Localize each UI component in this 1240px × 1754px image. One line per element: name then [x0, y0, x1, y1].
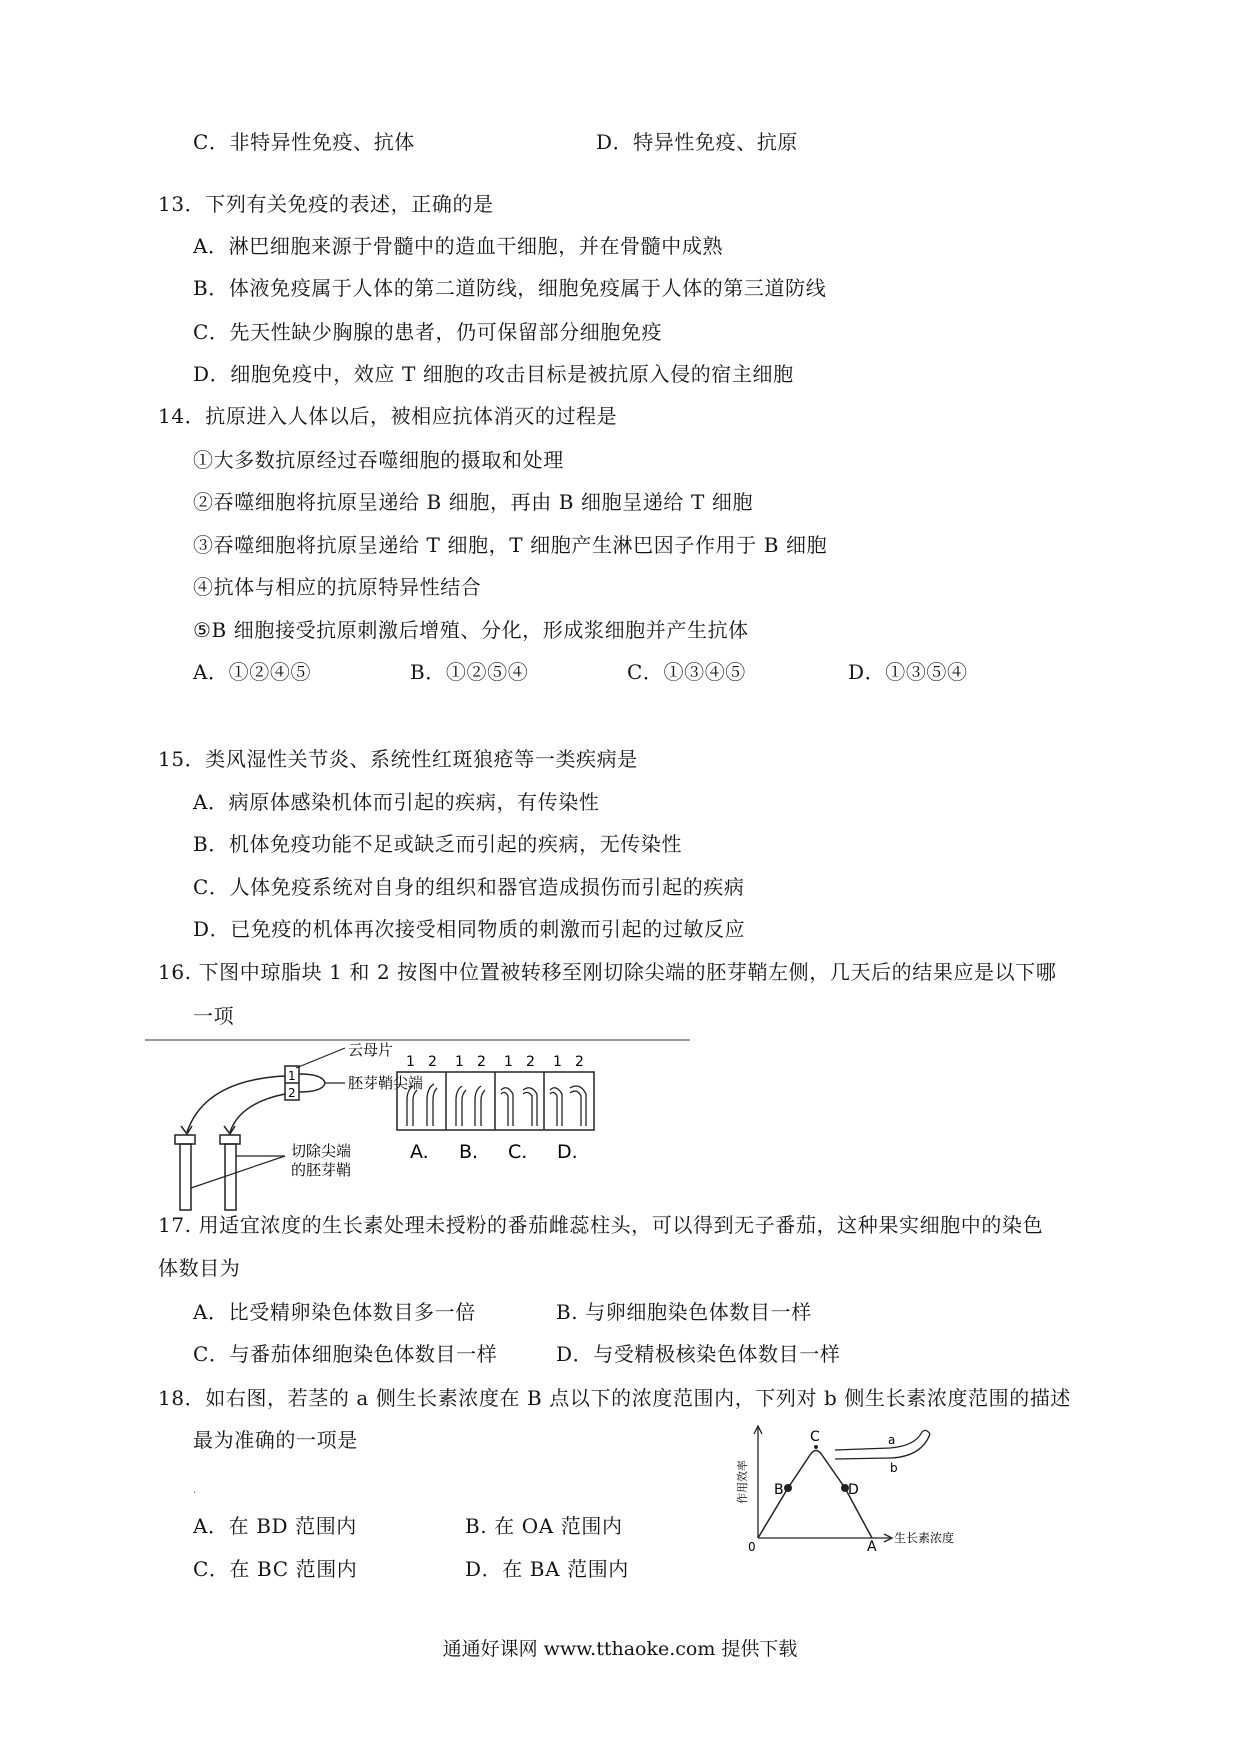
y-axis-label: 作用效率: [736, 1460, 749, 1504]
q17-option-c: C．与番茄体细胞染色体数目一样: [193, 1342, 498, 1366]
q16-figure: [145, 1038, 690, 1213]
panel-c-num-1: 1: [504, 1054, 513, 1070]
q12-option-c: C．非特异性免疫、抗体: [193, 130, 415, 154]
q17-option-b: B. 与卵细胞染色体数目一样: [556, 1300, 812, 1324]
q13-stem: 13．下列有关免疫的表述，正确的是: [158, 192, 494, 216]
point-a-label: A: [867, 1539, 877, 1555]
panel-a-label: A.: [410, 1141, 429, 1163]
coleoptile-tip-shape: [299, 1074, 325, 1092]
panel-d-num-1: 1: [553, 1054, 562, 1070]
q17-option-d: D．与受精极核染色体数目一样: [556, 1342, 841, 1366]
cut-label-line1: 切除尖端: [291, 1142, 352, 1160]
q14-step-3: ③吞噬细胞将抗原呈递给 T 细胞，T 细胞产生淋巴因子作用于 B 细胞: [193, 533, 828, 557]
agar-block-1-label: 1: [288, 1069, 296, 1083]
q15-option-b: B．机体免疫功能不足或缺乏而引起的疾病，无传染性: [193, 832, 683, 856]
stem-a-label: a: [888, 1433, 896, 1447]
q14-option-c: C．①③④⑤: [627, 660, 746, 684]
panel-c-shoots: [501, 1088, 537, 1126]
q13-option-b: B．体液免疫属于人体的第二道防线，细胞免疫属于人体的第三道防线: [193, 276, 827, 300]
panel-c-num-2: 2: [526, 1054, 535, 1070]
point-c: [814, 1445, 818, 1449]
q16-stem-line2: 一项: [193, 1004, 235, 1028]
q18-stem-line1: 18．如右图，若茎的 a 侧生长素浓度在 B 点以下的浓度范围内，下列对 b 侧生长素浓度范围的描述: [158, 1386, 1072, 1410]
q17-stem-line1: 17. 用适宜浓度的生长素处理未授粉的番茄雌蕊柱头，可以得到无子番茄，这种果实细胞中的染色: [158, 1213, 1044, 1237]
point-b: [784, 1484, 792, 1492]
q18-figure: [730, 1420, 980, 1555]
q14-step-2: ②吞噬细胞将抗原呈递给 B 细胞，再由 B 细胞呈递给 T 细胞: [193, 490, 754, 514]
q13-option-a: A．淋巴细胞来源于骨髓中的造血干细胞，并在骨髓中成熟: [193, 234, 724, 258]
cut-label-line2: 的胚芽鞘: [291, 1161, 352, 1179]
q13-option-d: D．细胞免疫中，效应 T 细胞的攻击目标是被抗原入侵的宿主细胞: [193, 362, 794, 386]
q12-option-d: D．特异性免疫、抗原: [596, 130, 799, 154]
q18-option-c: C．在 BC 范围内: [193, 1557, 358, 1581]
panel-b-num-2: 2: [477, 1054, 486, 1070]
q18-option-a: A．在 BD 范围内: [193, 1514, 357, 1538]
arrow-block-2: [230, 1094, 285, 1132]
cut-coleoptile-1: [180, 1144, 191, 1210]
q14-step-5: ⑤B 细胞接受抗原刺激后增殖、分化，形成浆细胞并产生抗体: [193, 618, 749, 642]
q15-option-a: A．病原体感染机体而引起的疾病，有传染性: [193, 790, 600, 814]
q16-stem-line1: 16. 下图中琼脂块 1 和 2 按图中位置被转移至刚切除尖端的胚芽鞘左侧，几天后的结果应是以下哪: [158, 960, 1057, 984]
q14-stem: 14．抗原进入人体以后，被相应抗体消灭的过程是: [158, 404, 618, 428]
q14-step-1: ①大多数抗原经过吞噬细胞的摄取和处理: [193, 448, 564, 472]
stem-b-label: b: [890, 1461, 898, 1475]
q13-option-c: C．先天性缺少胸腺的患者，仍可保留部分细胞免疫: [193, 320, 663, 344]
panel-d-label: D.: [557, 1141, 578, 1163]
mica-label: 云母片: [348, 1041, 394, 1059]
q15-stem: 15．类风湿性关节炎、系统性红斑狼疮等一类疾病是: [158, 747, 638, 771]
point-d-label: D: [848, 1482, 859, 1498]
agar-block-2-label: 2: [288, 1086, 296, 1100]
panel-d-num-2: 2: [575, 1054, 584, 1070]
q17-stem-line2: 体数目为: [158, 1256, 241, 1280]
panel-c-label: C.: [508, 1141, 528, 1163]
q18-option-d: D．在 BA 范围内: [465, 1557, 629, 1581]
arrow-block-1: [187, 1076, 285, 1132]
point-b-label: B: [774, 1482, 784, 1498]
panel-a-num-2: 2: [428, 1054, 437, 1070]
q17-option-a: A．比受精卵染色体数目多一倍: [193, 1300, 476, 1324]
q14-option-d: D．①③⑤④: [848, 660, 968, 684]
q18-stem-line2: 最为准确的一项是: [193, 1428, 358, 1452]
panel-a-num-1: 1: [406, 1054, 415, 1070]
panel-b-num-1: 1: [455, 1054, 464, 1070]
q18-option-b: B. 在 OA 范围内: [465, 1514, 623, 1538]
cut-coleoptile-2: [225, 1144, 236, 1210]
x-axis-label: 生长素浓度: [894, 1531, 955, 1545]
q14-option-a: A．①②④⑤: [193, 660, 312, 684]
q15-option-d: D．已免疫的机体再次接受相同物质的刺激而引起的过敏反应: [193, 917, 746, 941]
q14-step-4: ④抗体与相应的抗原特异性结合: [193, 575, 482, 599]
q14-option-b: B．①②⑤④: [410, 660, 529, 684]
stem-side-b: [835, 1434, 930, 1459]
panel-d-shoots: [550, 1086, 586, 1126]
stem-side-a: [835, 1432, 922, 1450]
panel-b-shoots: [456, 1086, 485, 1126]
q15-option-c: C．人体免疫系统对自身的组织和器官造成损伤而引起的疾病: [193, 875, 745, 899]
panel-b-label: B.: [459, 1141, 479, 1163]
origin-label: 0: [748, 1540, 756, 1554]
tip-label: 胚芽鞘尖端: [348, 1074, 424, 1092]
point-c-label: C: [810, 1429, 820, 1445]
page-footer: 通通好课网 www.tthaoke.com 提供下载: [442, 1638, 798, 1660]
